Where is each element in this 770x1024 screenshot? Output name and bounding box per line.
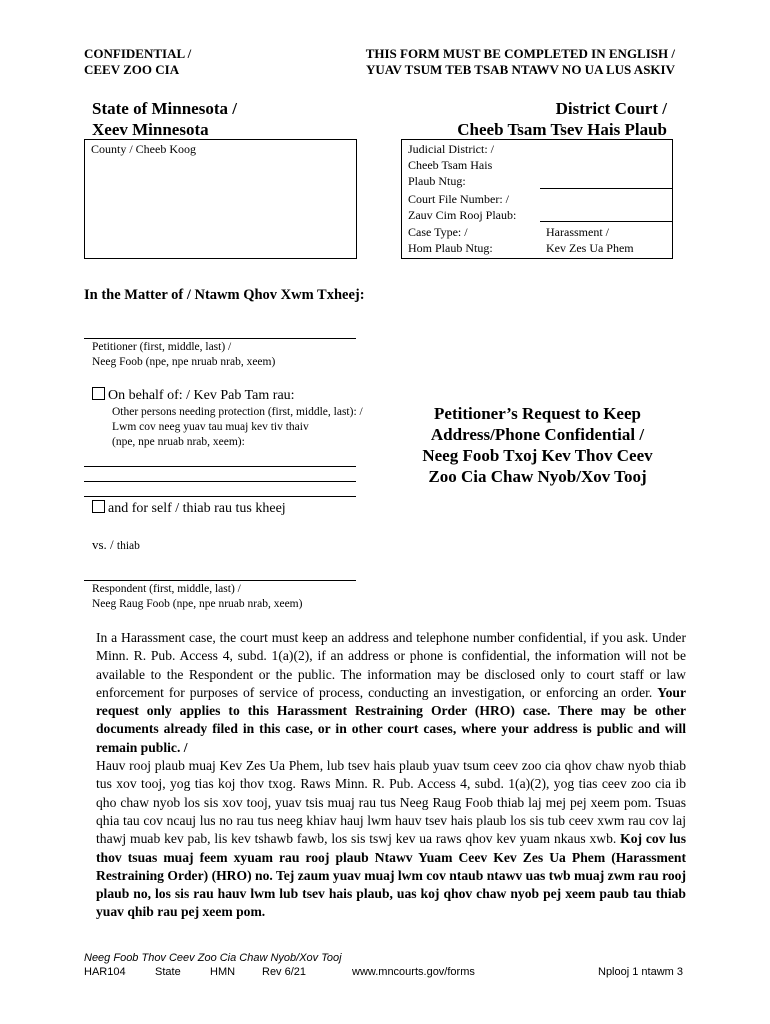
footer-url[interactable]: www.mncourts.gov/forms: [352, 966, 475, 978]
instructions-en-normal: In a Harassment case, the court must keep an address and telephone number confidential, if you ask. Under Minn. R. Pub. Access 4, subd. 1(a)(2), if an address or phone is confidential, the information will not be available to the Respondent or the public. The information may be disclosed only to court staff or law enforcement for purposes of service of process, conducting an investigation, or enforcing an order.: [96, 630, 686, 700]
form-title-line2: Address/Phone Confidential /: [430, 425, 645, 444]
others-label-line3: (npe, npe nruab nrab, xeem):: [112, 436, 245, 448]
footer-rev: Rev 6/21: [262, 966, 307, 978]
other-person-field-3[interactable]: [84, 496, 356, 497]
instructions-en: [96, 629, 686, 757]
behalf-row: [92, 387, 295, 404]
case-type-value-line1: Harassment /: [546, 225, 609, 239]
court-en: District Court /: [555, 99, 667, 118]
footer-title: Neeg Foob Thov Ceev Zoo Cia Chaw Nyob/Xov Tooj: [84, 952, 342, 964]
others-label: [112, 405, 363, 450]
case-type-value: [546, 224, 634, 256]
form-title-line3: Neeg Foob Txoj Kev Thov Ceev: [422, 446, 653, 465]
footer-code: HAR104: [84, 966, 126, 978]
case-type-line2: Hom Plaub Ntug:: [408, 241, 493, 255]
confidential-header: [84, 46, 191, 78]
self-row: [92, 500, 286, 517]
footer-state: State: [155, 966, 181, 978]
file-number-field[interactable]: [540, 221, 672, 222]
self-checkbox[interactable]: [92, 500, 105, 513]
court-hmn: Cheeb Tsam Tsev Hais Plaub: [457, 120, 667, 139]
case-type-value-line2: Kev Zes Ua Phem: [546, 241, 634, 255]
vs-label-en: vs. /: [92, 537, 114, 552]
footer-lang: HMN: [210, 966, 236, 978]
judicial-district-label: [408, 141, 494, 189]
respondent-label: [92, 582, 302, 612]
form-title: [395, 403, 680, 487]
instructions-hmn: [96, 757, 686, 922]
behalf-label: On behalf of: / Kev Pab Tam rau:: [108, 388, 295, 403]
instructions-hmn-bold: Koj cov lus thov tsuas muaj feem xyuam rau rooj plaub Ntawv Yuam Ceev Kev Zes Ua Phem (Harassment Restraining Order) (HRO) no. Tej zaum yuav muaj lwm cov ntaub ntawv uas twb muaj zwm rau rooj plaub no, los sis rau hauv lwm lub tsev hais plaub, uas koj qhov chaw nyob pej xeem paub tau thiab yuav qhib rau pej xeem pom.: [96, 831, 686, 920]
matter-heading: In the Matter of / Ntawm Qhov Xwm Txheej:: [84, 287, 365, 303]
judicial-district-field[interactable]: [540, 188, 672, 189]
case-type-label: [408, 224, 493, 256]
vs-label-hmn: thiab: [116, 540, 140, 552]
state-hmn: Xeev Minnesota: [92, 120, 209, 139]
self-label: and for self / thiab rau tus kheej: [108, 501, 286, 516]
petitioner-label-line1: Petitioner (first, middle, last) /: [92, 341, 232, 353]
file-number-label: [408, 191, 516, 223]
english-notice-en: THIS FORM MUST BE COMPLETED IN ENGLISH /: [365, 46, 675, 61]
respondent-field[interactable]: [84, 580, 356, 581]
other-person-field-1[interactable]: [84, 466, 356, 467]
footer-page: Nplooj 1 ntawm 3: [598, 966, 683, 978]
petitioner-label: [92, 340, 275, 370]
vs-label: [92, 537, 140, 553]
english-notice: [330, 46, 675, 78]
form-title-line1: Petitioner’s Request to Keep: [434, 404, 641, 423]
english-notice-hmn: YUAV TSUM TEB TSAB NTAWV NO UA LUS ASKIV: [366, 62, 675, 77]
instructions-en-bold: Your request only applies to this Harassment Restraining Order (HRO) case. There may be other documents already filed in this case, or in other court cases, where your address is public and will remain public. /: [96, 684, 686, 755]
state-en: State of Minnesota /: [92, 99, 237, 118]
instructions: [96, 629, 686, 922]
court-heading: [380, 98, 667, 140]
court-info-box: [401, 139, 673, 259]
respondent-label-line2: Neeg Raug Foob (npe, npe nruab nrab, xeem): [92, 598, 303, 610]
petitioner-label-line2: Neeg Foob (npe, npe nruab nrab, xeem): [92, 356, 276, 368]
judicial-district-line3: Plaub Ntug:: [408, 174, 466, 188]
case-type-line1: Case Type: /: [408, 225, 468, 239]
petitioner-field[interactable]: [84, 338, 356, 339]
judicial-district-line2: Cheeb Tsam Hais: [408, 158, 493, 172]
behalf-checkbox[interactable]: [92, 387, 105, 400]
confidential-hmn: CEEV ZOO CIA: [84, 62, 180, 77]
instructions-hmn-normal: Hauv rooj plaub muaj Kev Zes Ua Phem, lub tsev hais plaub yuav tsum ceev zoo cia qhov chaw nyob thiab tus xov tooj, yog tias koj thov txog. Raws Minn. R. Pub. Access 4, subd. 1(a)(2), yog tias ceev zoo cia ib qho chaw nyob los sis xov tooj, yuav tsis muaj rau tus Neeg Raug Foob thiab laj mej pej xeem pom. Tsuas qhia tau cov ncauj lus no rau tus neeg khiav hauj lwm hauv tsev hais plaub los sis tub ceev xwm rau cov laj thawj muab kev pab, lis kev tshawb fawb, los sis tswj kev ua raws qhov kev yuam nkaus xwb.: [96, 758, 686, 847]
county-box[interactable]: [84, 139, 357, 259]
confidential-en: CONFIDENTIAL /: [84, 46, 192, 61]
others-label-line2: Lwm cov neeg yuav tau muaj kev tiv thaiv: [112, 421, 309, 433]
other-person-field-2[interactable]: [84, 481, 356, 482]
form-title-line4: Zoo Cia Chaw Nyob/Xov Tooj: [428, 467, 647, 486]
respondent-label-line1: Respondent (first, middle, last) /: [92, 583, 241, 595]
state-heading: [92, 98, 237, 140]
file-number-line2: Zauv Cim Rooj Plaub:: [408, 208, 517, 222]
judicial-district-line1: Judicial District: /: [408, 142, 494, 156]
county-label: County / Cheeb Koog: [91, 142, 196, 156]
file-number-line1: Court File Number: /: [408, 192, 509, 206]
others-label-line1: Other persons needing protection (first, middle, last): /: [112, 406, 363, 418]
